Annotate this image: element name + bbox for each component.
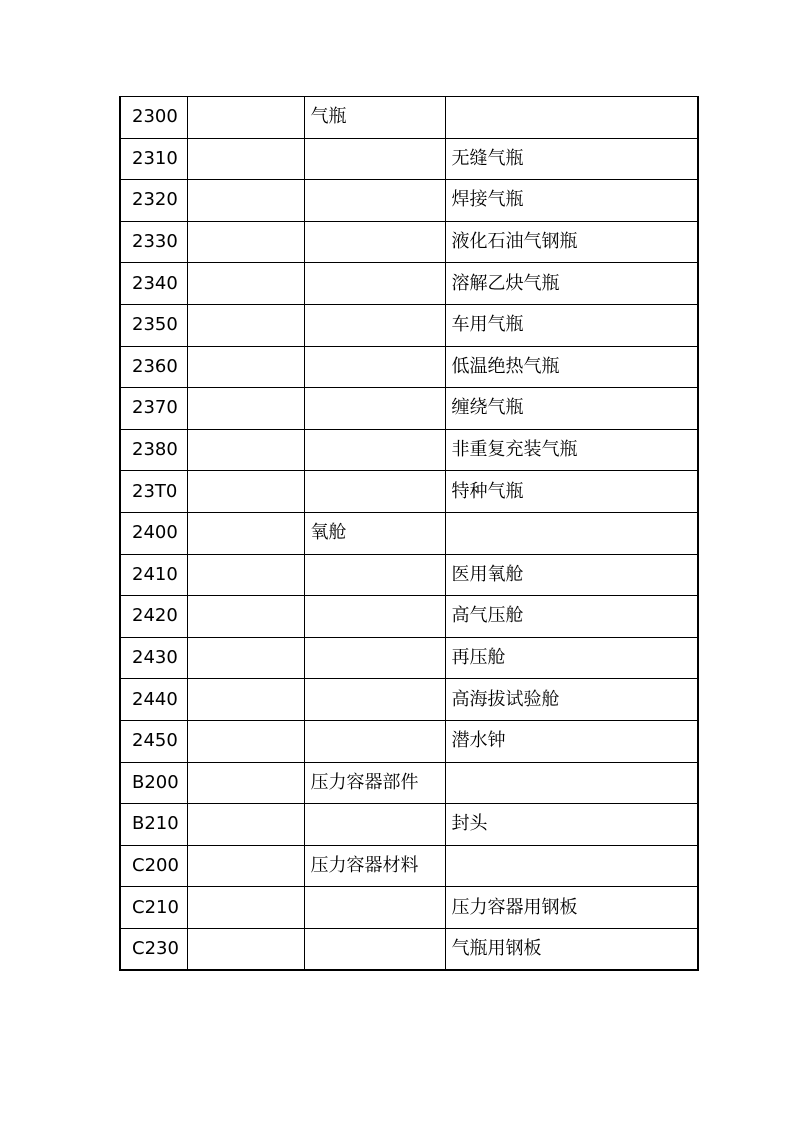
- item-cell: 封头: [445, 804, 698, 846]
- category-cell: [304, 596, 445, 638]
- item-cell: [445, 512, 698, 554]
- code-cell: 2410: [120, 554, 187, 596]
- item-cell: 车用气瓶: [445, 304, 698, 346]
- blank-cell: [187, 720, 304, 762]
- code-cell: 2380: [120, 429, 187, 471]
- blank-cell: [187, 221, 304, 263]
- category-cell: [304, 679, 445, 721]
- code-cell: C230: [120, 928, 187, 970]
- code-cell: 2340: [120, 263, 187, 305]
- blank-cell: [187, 346, 304, 388]
- item-cell: 无缝气瓶: [445, 138, 698, 180]
- table-row: [120, 554, 698, 596]
- code-cell: 2360: [120, 346, 187, 388]
- item-cell: [445, 97, 698, 139]
- blank-cell: [187, 388, 304, 430]
- table-row: [120, 596, 698, 638]
- table-row: [120, 720, 698, 762]
- category-cell: [304, 554, 445, 596]
- category-cell: [304, 180, 445, 222]
- code-cell: 2420: [120, 596, 187, 638]
- table-row: [120, 346, 698, 388]
- category-cell: 压力容器部件: [304, 762, 445, 804]
- code-cell: 2450: [120, 720, 187, 762]
- item-cell: 压力容器用钢板: [445, 887, 698, 929]
- blank-cell: [187, 928, 304, 970]
- table-row: [120, 512, 698, 554]
- blank-cell: [187, 554, 304, 596]
- code-cell: 2400: [120, 512, 187, 554]
- table-row: [120, 388, 698, 430]
- category-cell: [304, 887, 445, 929]
- code-cell: 2300: [120, 97, 187, 139]
- item-cell: [445, 845, 698, 887]
- blank-cell: [187, 804, 304, 846]
- category-cell: [304, 720, 445, 762]
- code-cell: 2310: [120, 138, 187, 180]
- blank-cell: [187, 263, 304, 305]
- blank-cell: [187, 429, 304, 471]
- item-cell: [445, 762, 698, 804]
- blank-cell: [187, 845, 304, 887]
- item-cell: 再压舱: [445, 637, 698, 679]
- code-cell: C210: [120, 887, 187, 929]
- table-row: [120, 804, 698, 846]
- catalog-table-body: [120, 97, 698, 970]
- category-cell: [304, 221, 445, 263]
- code-cell: 2330: [120, 221, 187, 263]
- code-cell: B200: [120, 762, 187, 804]
- table-row: [120, 138, 698, 180]
- code-cell: 2430: [120, 637, 187, 679]
- blank-cell: [187, 471, 304, 513]
- code-cell: 23T0: [120, 471, 187, 513]
- table-row: [120, 304, 698, 346]
- item-cell: 医用氧舱: [445, 554, 698, 596]
- blank-cell: [187, 304, 304, 346]
- category-cell: [304, 429, 445, 471]
- code-cell: 2440: [120, 679, 187, 721]
- blank-cell: [187, 97, 304, 139]
- category-cell: [304, 388, 445, 430]
- code-cell: 2350: [120, 304, 187, 346]
- category-cell: [304, 304, 445, 346]
- blank-cell: [187, 887, 304, 929]
- category-cell: [304, 637, 445, 679]
- blank-cell: [187, 138, 304, 180]
- item-cell: 溶解乙炔气瓶: [445, 263, 698, 305]
- blank-cell: [187, 679, 304, 721]
- item-cell: 特种气瓶: [445, 471, 698, 513]
- item-cell: 液化石油气钢瓶: [445, 221, 698, 263]
- category-cell: [304, 346, 445, 388]
- code-cell: 2320: [120, 180, 187, 222]
- category-cell: [304, 138, 445, 180]
- table-row: [120, 97, 698, 139]
- table-row: [120, 928, 698, 970]
- category-cell: 压力容器材料: [304, 845, 445, 887]
- table-row: [120, 221, 698, 263]
- category-cell: 氧舱: [304, 512, 445, 554]
- category-cell: [304, 471, 445, 513]
- table-row: [120, 471, 698, 513]
- category-cell: [304, 263, 445, 305]
- blank-cell: [187, 762, 304, 804]
- blank-cell: [187, 512, 304, 554]
- table-row: [120, 762, 698, 804]
- code-cell: 2370: [120, 388, 187, 430]
- item-cell: 气瓶用钢板: [445, 928, 698, 970]
- table-row: [120, 845, 698, 887]
- category-cell: [304, 804, 445, 846]
- item-cell: 高海拔试验舱: [445, 679, 698, 721]
- code-cell: C200: [120, 845, 187, 887]
- item-cell: 高气压舱: [445, 596, 698, 638]
- category-cell: 气瓶: [304, 97, 445, 139]
- equipment-catalog-table: [119, 96, 699, 971]
- table-row: [120, 679, 698, 721]
- code-cell: B210: [120, 804, 187, 846]
- blank-cell: [187, 637, 304, 679]
- item-cell: 低温绝热气瓶: [445, 346, 698, 388]
- item-cell: 潜水钟: [445, 720, 698, 762]
- category-cell: [304, 928, 445, 970]
- item-cell: 缠绕气瓶: [445, 388, 698, 430]
- table-row: [120, 263, 698, 305]
- table-row: [120, 887, 698, 929]
- table-row: [120, 637, 698, 679]
- blank-cell: [187, 596, 304, 638]
- item-cell: 非重复充装气瓶: [445, 429, 698, 471]
- table-row: [120, 180, 698, 222]
- item-cell: 焊接气瓶: [445, 180, 698, 222]
- blank-cell: [187, 180, 304, 222]
- table-row: [120, 429, 698, 471]
